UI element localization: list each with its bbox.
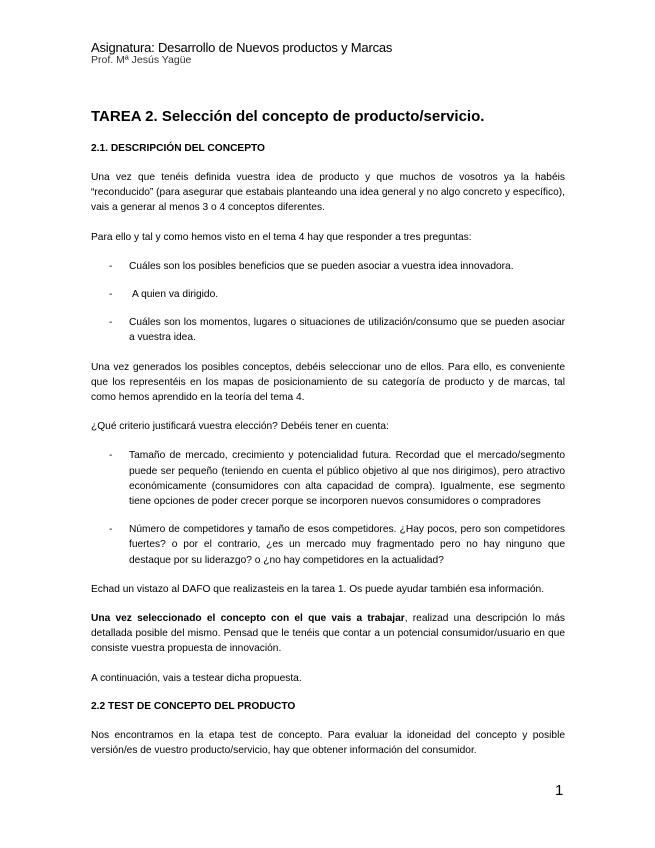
paragraph: Echad un vistazo al DAFO que realizasteis en la tarea 1. Os puede ayudar también esa información. [91,583,545,595]
page-title: TAREA 2. Selección del concepto de producto/servicio. [91,108,485,125]
list-item: - Número de competidores y tamaño de esos competidores. ¿Hay pocos, pero son competidores fuertes? o por el contrario, ¿es un mercado muy fragmentado pero no hay ninguno que destaque por su liderazgo? o ¿no hay competidores en la actualidad? [109,524,565,566]
bold-phrase: Una vez seleccionado el concepto con el que vais a trabajar [91,613,405,625]
section-heading-test: 2.2 TEST DE CONCEPTO DEL PRODUCTO [91,700,296,712]
paragraph: Para ello y tal y como hemos visto en el tema 4 hay que responder a tres preguntas: [91,231,472,243]
paragraph: Una vez generados los posibles conceptos, debéis seleccionar uno de ellos. Para ello, es conveniente que los representéis en los mapas de posicionamiento de su categoría de producto y de marcas, tal como hemos aprendido en la teoría del tema 4. [91,361,565,404]
dash-bullet: - [109,450,113,462]
course-header: Asignatura: Desarrollo de Nuevos productos y Marcas [91,40,393,55]
dash-bullet: - [109,289,113,301]
paragraph: A continuación, vais a testear dicha propuesta. [91,672,302,684]
questions-list [91,259,565,346]
list-item: - Tamaño de mercado, crecimiento y potencialidad futura. Recordad que el mercado/segmento puede ser pequeño (teniendo en cuenta el público objetivo al que nos dirigimos), pero atractivo económicamente (consumidores con alta capacidad de compra). Igualmente, ese segmento tiene opciones de poder crecer porque se incorporen nuevos consumidores o compradores [109,450,565,508]
dash-bullet: - [109,260,113,272]
professor-header: Prof. Mª Jesús Yagüe [91,54,192,66]
dash-bullet: - [109,524,113,536]
section-heading-description: 2.1. DESCRIPCIÓN DEL CONCEPTO [91,143,265,154]
list-item: - A quien va dirigido. [91,287,565,302]
paragraph: Una vez seleccionado el concepto con el que vais a trabajar, realizad una descripción lo más detallada posible del mismo. Pensad que le tenéis que contar a un potencial consumidor/usuario en que consiste vuestra propuesta de innovación. [91,613,565,655]
paragraph: Una vez que tenéis definida vuestra idea de producto y que muchos de vosotros ya la habéis “reconducido” (para asegurar que estabais planteando una idea general y no algo concreto y específico), vais a generar al menos 3 o 4 conceptos diferentes. [91,172,565,214]
dash-bullet: - [109,317,113,329]
list-item: - Cuáles son los momentos, lugares o situaciones de utilización/consumo que se pueden asociar a vuestra idea. [109,317,565,344]
document-body [91,108,565,772]
page-number: 1 [555,782,564,799]
paragraph: Nos encontramos en la etapa test de concepto. Para evaluar la idoneidad del concepto y posible versión/es de vuestro producto/servicio, hay que obtener información del consumidor. [91,729,565,757]
list-item: - Cuáles son los posibles beneficios que se pueden asociar a vuestra idea innovadora. [91,259,565,274]
criteria-list [91,448,565,567]
paragraph: ¿Qué criterio justificará vuestra elección? Debéis tener en cuenta: [91,421,389,433]
